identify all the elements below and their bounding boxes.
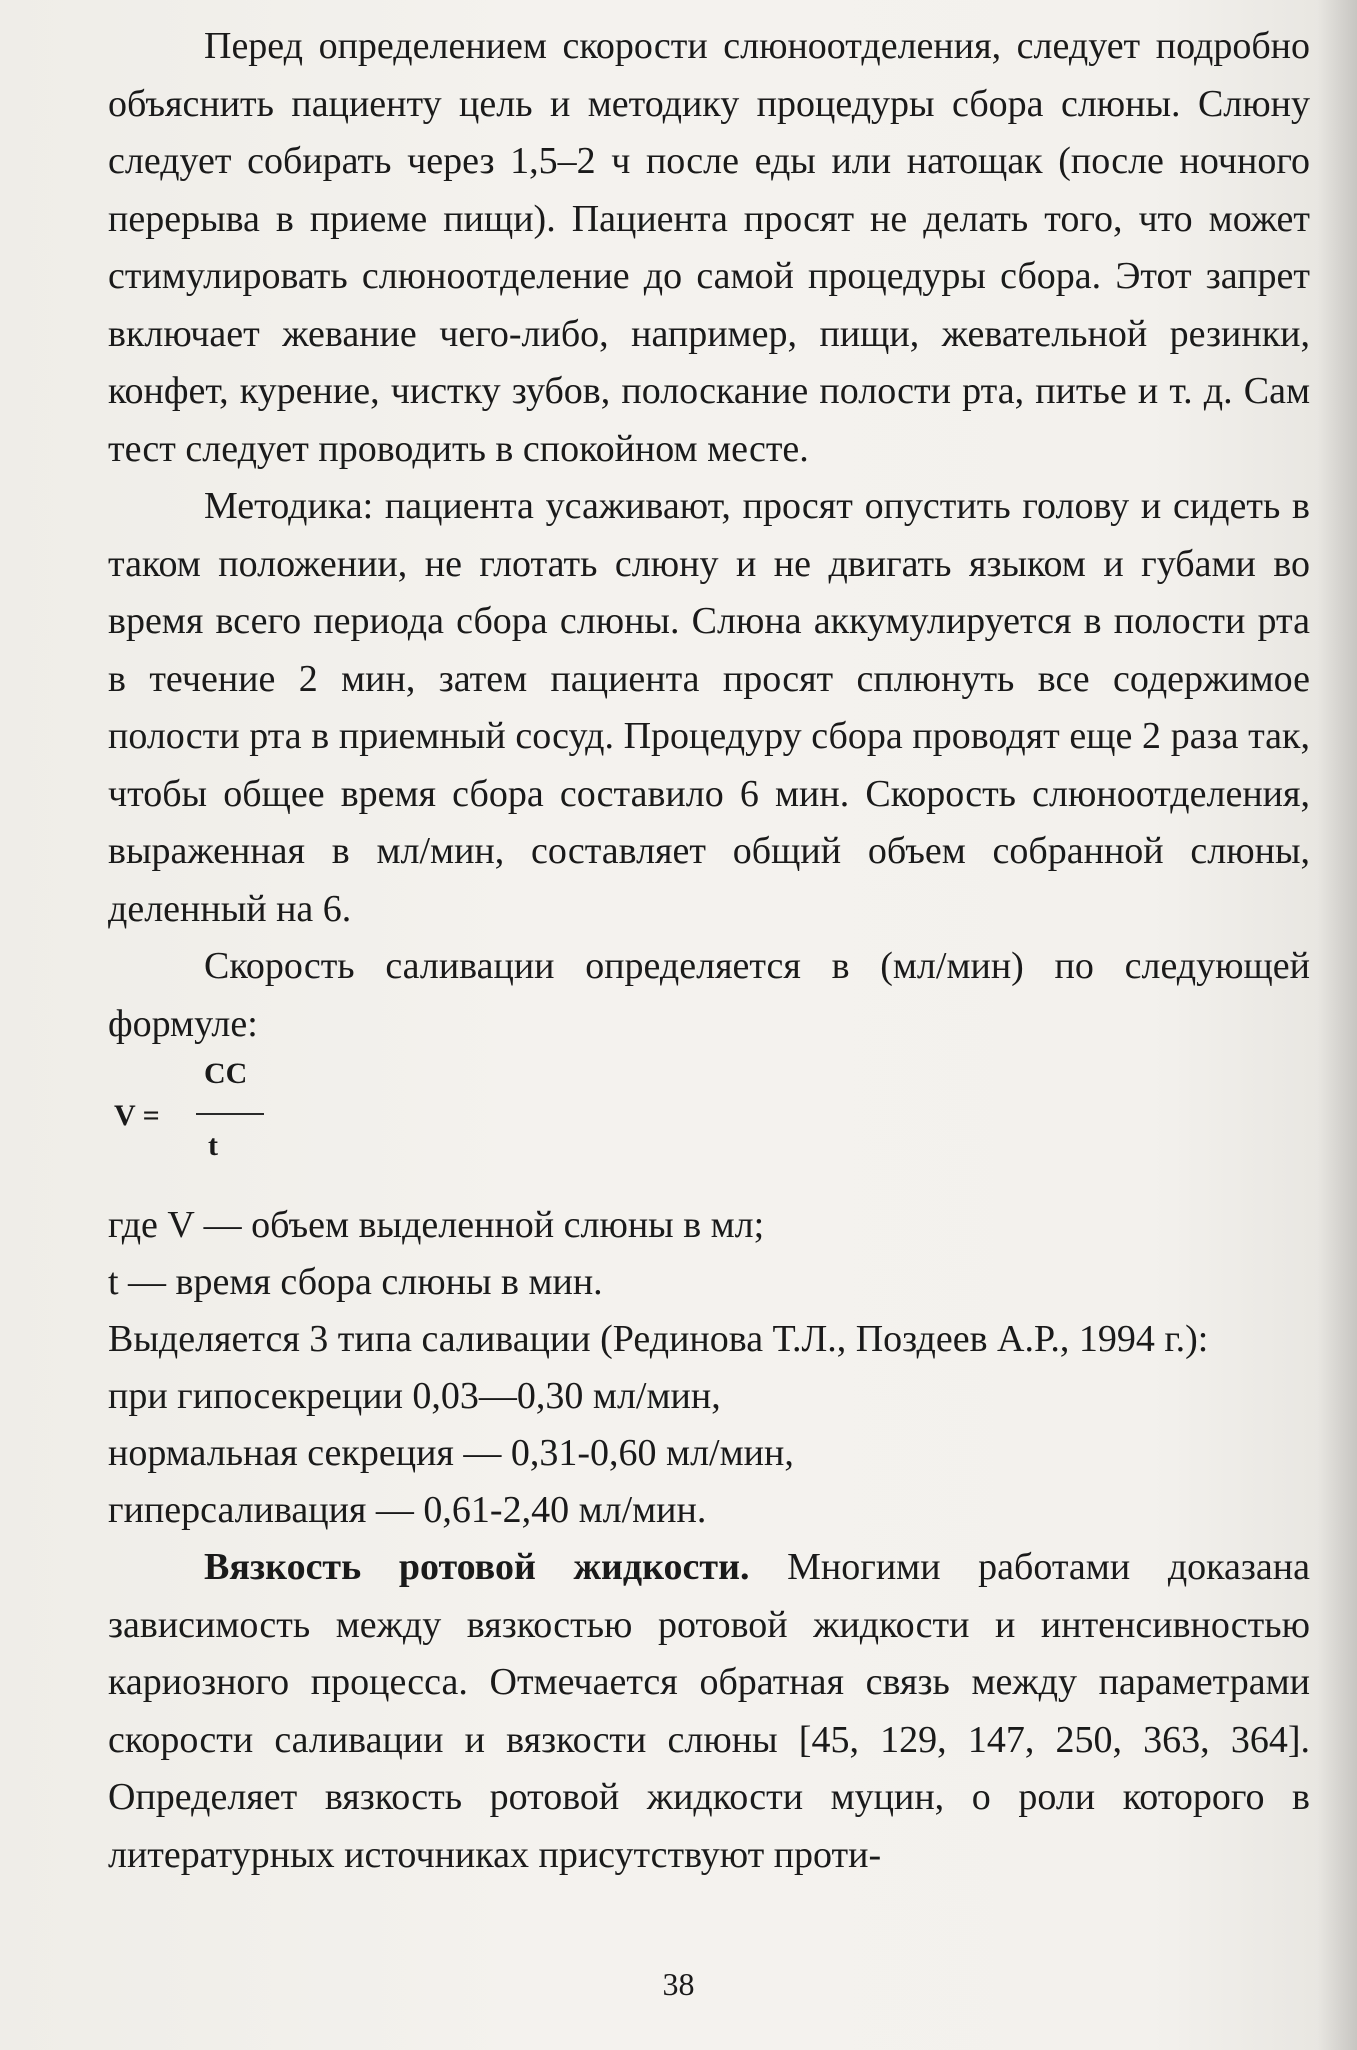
paragraph-salivation-rate: Скорость саливации определяется в (мл/мин) по следующей формуле:	[108, 945, 1310, 1045]
viscosity-heading: Вязкость ротовой жидкости.	[204, 1546, 750, 1588]
formula-numerator: CC	[204, 1057, 248, 1090]
line-hyposecretion: при гипосекреции 0,03—0,30 мл/мин,	[108, 1375, 721, 1417]
paragraph-viscosity	[108, 1539, 1310, 1884]
page-content	[108, 18, 1310, 1884]
formula-fraction-bar	[196, 1113, 264, 1115]
line-hypersalivation: гиперсаливация — 0,61-2,40 мл/мин.	[108, 1489, 707, 1531]
line-salivation-types: Выделяется 3 типа саливации (Рединова Т.Л., Поздеев А.Р., 1994 г.):	[108, 1318, 1209, 1360]
salivation-formula	[108, 1057, 1310, 1197]
line-t-definition: t — время сбора слюны в мин.	[108, 1261, 603, 1303]
paragraph-saliva-preparation: Перед определением скорости слюноотделения, следует подробно объяснить пациенту цель и методику процедуры сбора слюны. Слюну следует собирать через 1,5–2 ч после еды или натощак (после ночного перерыва в приеме пищи). Пациента просят не делать того, что может стимулировать слюноотделение до самой процедуры сбора. Этот запрет включает жевание чего-либо, например, пищи, жевательной резинки, конфет, курение, чистку зубов, полоскание полости рта, питье и т. д. Сам тест следует проводить в спокойном месте.	[108, 25, 1310, 470]
formula-lhs: V =	[114, 1099, 160, 1132]
line-normal-secretion: нормальная секреция — 0,31-0,60 мл/мин,	[108, 1432, 794, 1474]
viscosity-text: Многими работами доказана зависимость между вязкостью ротовой жидкости и интенсивностью кариозного процесса. Отмечается обратная связь между параметрами скорости саливации и вязкости слюны [45, 129, 147, 250, 363, 364]. Определяет вязкость ротовой жидкости муцин, о роли которого в литературных источниках присутствуют проти-	[108, 1546, 1310, 1876]
page-number: 38	[662, 1966, 695, 2002]
page-edge-shadow	[1317, 0, 1357, 2050]
formula-denominator: t	[208, 1129, 218, 1162]
line-v-definition: где V — объем выделенной слюны в мл;	[108, 1204, 765, 1246]
paragraph-saliva-method: Методика: пациента усаживают, просят опустить голову и сидеть в таком положении, не глотать слюну и не двигать языком и губами во время всего периода сбора слюны. Слюна аккумулируется в полости рта в течение 2 мин, затем пациента просят сплюнуть все содержимое полости рта в приемный сосуд. Процедуру сбора проводят еще 2 раза так, чтобы общее время сбора составило 6 мин. Скорость слюноотделения, выраженная в мл/мин, составляет общий объем собранной слюны, деленный на 6.	[108, 485, 1310, 930]
